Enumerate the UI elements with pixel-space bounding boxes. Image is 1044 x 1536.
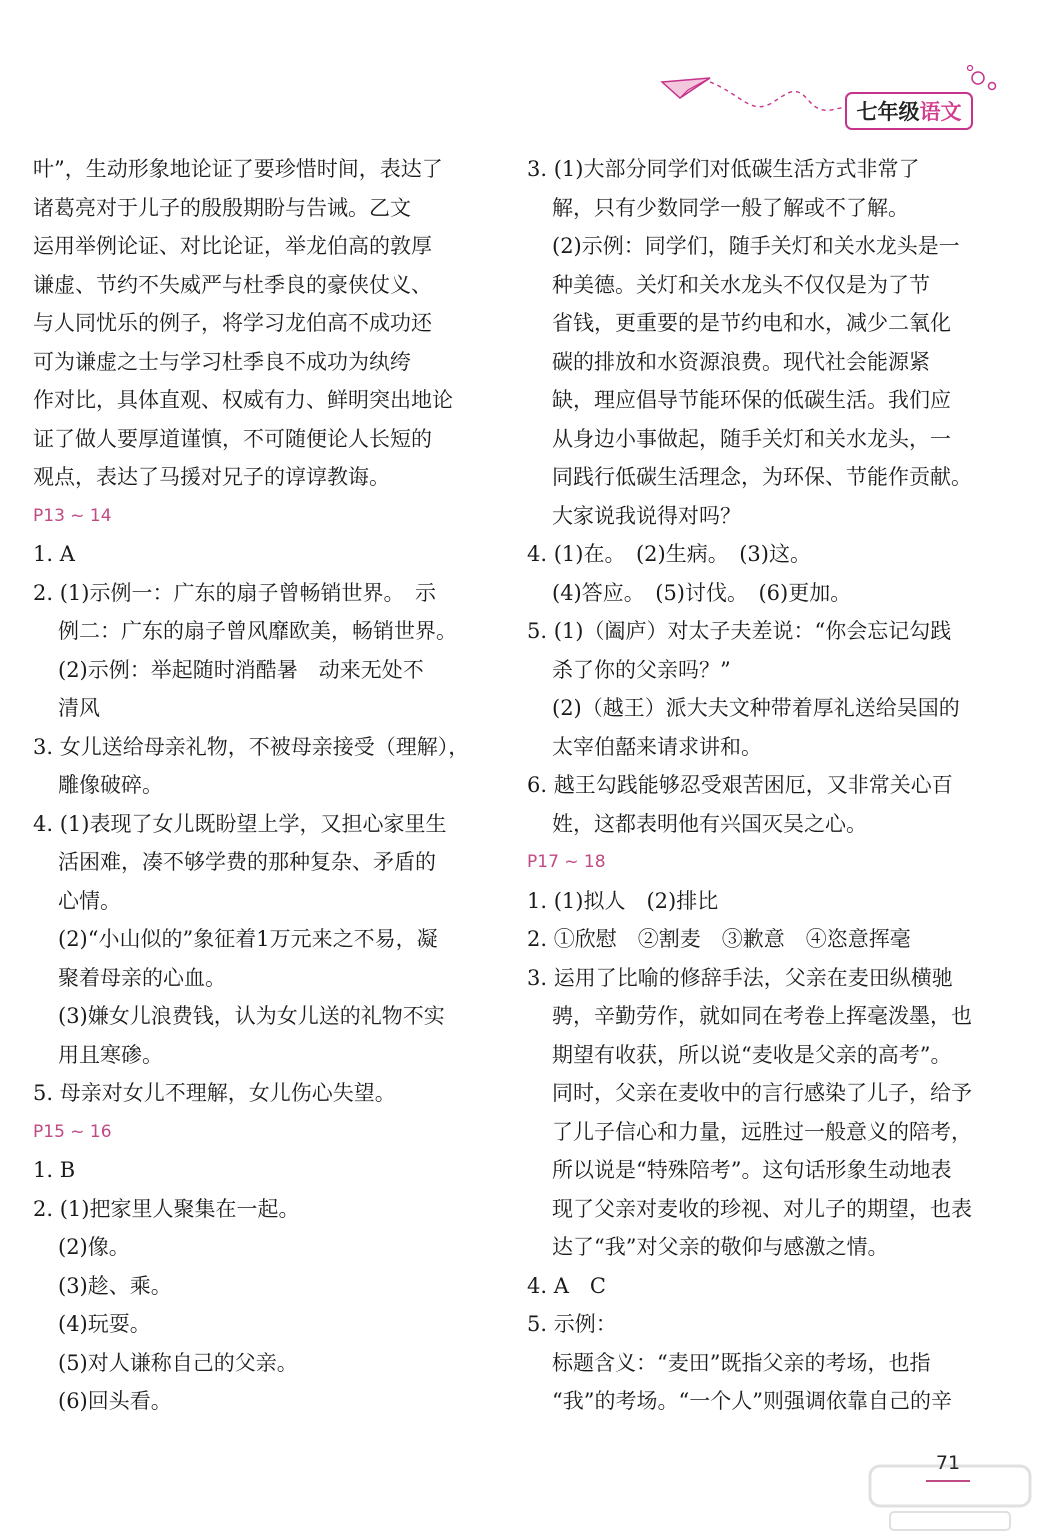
answer-line: 期望有收获，所以说“麦收是父亲的高考”。 — [552, 1042, 952, 1067]
section-page-range: P17 ~ 18 — [527, 852, 606, 872]
subject-label: 语文 — [919, 100, 962, 124]
answer-line: 3. 运用了比喻的修辞手法，父亲在麦田纵横驰 — [527, 965, 953, 990]
page-number: 71 — [926, 1446, 970, 1482]
answer-line: 谦虚、节约不失威严与杜季良的豪侠仗义、 — [33, 272, 432, 297]
answer-line: 了儿子信心和力量，远胜过一般意义的陪考， — [552, 1119, 972, 1144]
answer-line: 种美德。关灯和关水龙头不仅仅是为了节 — [552, 272, 930, 297]
answer-line: 活困难，凑不够学费的那种复杂、矛盾的 — [58, 850, 436, 874]
answer-line: (2)（越王）派大夫文种带着厚礼送给吴国的 — [552, 696, 960, 720]
answer-line: (2)“小山似的”象征着1万元来之不易，凝 — [58, 927, 438, 951]
answer-line: 心情。 — [58, 888, 121, 913]
answer-line: 同践行低碳生活理念，为环保、节能作贡献。 — [552, 465, 972, 489]
answer-line: 3. (1)大部分同学们对低碳生活方式非常了 — [527, 157, 920, 181]
answer-line: 雕像破碎。 — [58, 773, 163, 797]
section-page-range: P13 ~ 14 — [33, 505, 112, 526]
answer-line: (4)答应。 (5)讨伐。 (6)更加。 — [552, 580, 852, 605]
answer-line: 5. 母亲对女儿不理解，女儿伤心失望。 — [33, 1081, 396, 1105]
answer-line: 现了父亲对麦收的珍视、对儿子的期望，也表 — [552, 1196, 972, 1221]
answer-line: “我”的考场。“一个人”则强调依靠自己的辛 — [552, 1389, 952, 1413]
answer-line: 观点，表达了马援对兄子的谆谆教诲。 — [33, 465, 390, 489]
answer-line: 2. (1)示例一：广东的扇子曾畅销世界。 示 — [33, 580, 436, 605]
answer-line: 从身边小事做起，随手关灯和关水龙头，一 — [552, 426, 951, 451]
right-column — [527, 150, 977, 1421]
answer-line: 4. (1)在。 (2)生病。 (3)这。 — [527, 542, 811, 566]
answer-line: 标题含义：“麦田”既指父亲的考场，也指 — [552, 1350, 931, 1375]
answer-line: 1. A — [33, 542, 75, 566]
answer-line: 5. 示例： — [527, 1312, 617, 1336]
answer-line: 所以说是“特殊陪考”。这句话形象生动地表 — [552, 1158, 952, 1182]
page-header — [640, 64, 1010, 134]
answer-line: (5)对人谦称自己的父亲。 — [58, 1350, 298, 1375]
answer-line: (4)玩耍。 — [58, 1312, 151, 1336]
answer-line: 运用举例论证、对比论证，举龙伯高的敦厚 — [33, 234, 432, 258]
answer-line: 可为谦虚之士与学习杜季良不成功为纨绔 — [33, 349, 411, 374]
grade-label: 七年级 — [856, 100, 920, 124]
answer-line: (3)趁、乘。 — [58, 1273, 172, 1298]
answer-line: 1. B — [33, 1158, 76, 1182]
answer-line: (6)回头看。 — [58, 1389, 172, 1413]
answer-line: 6. 越王勾践能够忍受艰苦困厄，又非常关心百 — [527, 773, 953, 797]
answer-line: (2)示例：举起随时消酷暑 动来无处不 — [58, 657, 424, 682]
answer-line: 叶”，生动形象地论证了要珍惜时间，表达了 — [33, 157, 443, 181]
answer-line: 省钱，更重要的是节约电和水，减少二氧化 — [552, 311, 951, 335]
answer-line: (2)示例：同学们，随手关灯和关水龙头是一 — [552, 234, 960, 258]
answer-line: 4. A C — [527, 1273, 606, 1298]
answer-line: 作对比，具体直观、权威有力、鲜明突出地论 — [33, 388, 453, 412]
answer-line: 聚着母亲的心血。 — [58, 965, 226, 990]
answer-line: 4. (1)表现了女儿既盼望上学，又担心家里生 — [33, 811, 447, 836]
answer-line: 证了做人要厚道谨慎，不可随便论人长短的 — [33, 426, 432, 451]
answer-line: 3. 女儿送给母亲礼物，不被母亲接受（理解）， — [33, 734, 470, 759]
answer-line: 碳的排放和水资源浪费。现代社会能源紧 — [552, 349, 930, 374]
answer-line: 清风 — [58, 696, 100, 720]
answer-line: 姓，这都表明他有兴国灭吴之心。 — [552, 811, 867, 836]
answer-line: 诸葛亮对于儿子的殷殷期盼与告诫。乙文 — [33, 195, 411, 220]
answer-line: (3)嫌女儿浪费钱，认为女儿送的礼物不实 — [58, 1004, 445, 1028]
answer-line: 2. ①欣慰 ②割麦 ③歉意 ④恣意挥毫 — [527, 927, 911, 951]
answer-line: 解，只有少数同学一般了解或不了解。 — [552, 195, 909, 220]
answer-line: 达了“我”对父亲的敬仰与感激之情。 — [552, 1235, 889, 1259]
answer-line: 骋，辛勤劳作，就如同在考卷上挥毫泼墨，也 — [552, 1004, 972, 1028]
answer-line: 太宰伯嚭来请求讲和。 — [552, 734, 762, 759]
watermark-logo — [860, 1460, 1040, 1536]
grade-subject-badge — [845, 92, 973, 130]
answer-line: 与人同忧乐的例子，将学习龙伯高不成功还 — [33, 311, 432, 335]
section-page-range: P15 ~ 16 — [33, 1121, 112, 1142]
answer-line: 杀了你的父亲吗？” — [552, 657, 731, 682]
answer-line: 用且寒碜。 — [58, 1042, 163, 1067]
answer-line: (2)像。 — [58, 1235, 130, 1259]
answer-line: 5. (1)（阖庐）对太子夫差说：“你会忘记勾践 — [527, 619, 952, 643]
answer-line: 大家说我说得对吗？ — [552, 503, 741, 528]
answer-line: 1. (1)拟人 (2)排比 — [527, 888, 719, 913]
answer-line: 缺，理应倡导节能环保的低碳生活。我们应 — [552, 388, 951, 412]
answer-line: 例二：广东的扇子曾风靡欧美，畅销世界。 — [58, 619, 457, 643]
answer-line: 同时，父亲在麦收中的言行感染了儿子，给予 — [552, 1081, 972, 1105]
left-column — [33, 150, 485, 1421]
answer-line: 2. (1)把家里人聚集在一起。 — [33, 1196, 300, 1221]
